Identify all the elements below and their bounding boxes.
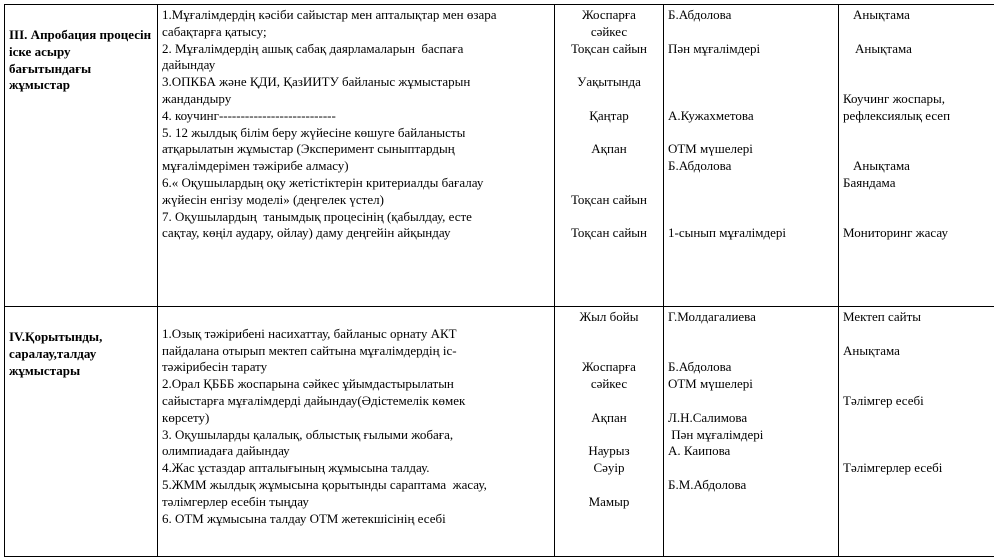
date-line [559, 158, 659, 175]
task-line: 1.Озық тәжірибені насихаттау, байланыс орнату АКТ [162, 325, 457, 341]
task-line [162, 309, 550, 326]
table-row [5, 5, 994, 307]
responsible-line [668, 24, 834, 41]
date-line: Тоқсан сайын [570, 40, 648, 56]
section-title: III. Апробация процесін іске асыру бағытындағы жұмыстар [9, 27, 152, 93]
responsible-cell [664, 5, 839, 307]
result-line [843, 141, 994, 158]
responsible-line: ОТМ мүшелері [668, 376, 753, 392]
result-line: Мектеп сайты [843, 309, 922, 324]
task-line: 3. Оқушыларды қалалық, облыстық ғылыми жобаға, [162, 426, 454, 442]
task-line: жүйесін енгізу моделі» (деңгелек үстел) [162, 191, 384, 207]
date-line: Тоқсан сайын [570, 191, 648, 207]
date-line: Ақпан [591, 409, 627, 425]
date-line [559, 427, 659, 444]
result-cell [839, 5, 994, 307]
date-line: сәйкес [590, 23, 628, 39]
task-line: сақтау, көңіл аудару, ойлау) даму деңгейін айқындау [162, 225, 451, 241]
result-line [843, 209, 994, 226]
tasks-cell [158, 5, 555, 307]
date-line [559, 125, 659, 142]
task-line: олимпиадаға дайындау [162, 443, 290, 459]
responsible-line [668, 460, 834, 477]
result-cell [839, 307, 994, 557]
result-line [843, 57, 994, 74]
result-line [843, 443, 994, 460]
result-line [843, 125, 994, 142]
task-line: көрсету) [162, 409, 210, 425]
result-line: Тәлімгер есебі [843, 392, 924, 408]
result-line: Анықтама [843, 342, 900, 358]
task-line: 5. 12 жылдық білім беру жүйесіне көшуге байланысты [162, 124, 466, 140]
responsible-line: А.Кужахметова [668, 107, 754, 123]
result-line [843, 192, 994, 209]
task-line: жандандыру [162, 90, 232, 106]
responsible-line [668, 209, 834, 226]
date-line: Сәуір [593, 460, 625, 476]
result-line [843, 410, 994, 427]
responsible-line: Пән мұғалімдері [668, 426, 764, 442]
date-line: Мамыр [588, 493, 630, 509]
result-line: Баяндама [843, 174, 896, 190]
date-line: Уақытында [577, 74, 641, 90]
responsible-line: Л.Н.Салимова [668, 409, 748, 425]
task-line: атқарылатын жұмыстар (Эксперимент сыныптардың [162, 141, 455, 157]
responsible-line [668, 343, 834, 360]
result-line: Коучинг жоспары, [843, 90, 946, 106]
date-line [559, 175, 659, 192]
date-line [559, 209, 659, 226]
task-line: дайындау [162, 57, 216, 73]
responsible-line: Б.Абдолова [668, 7, 732, 22]
task-line: 5.ЖММ жылдық жұмысына қорытынды сараптама жасау, [162, 476, 487, 492]
date-line [559, 477, 659, 494]
date-line: Қаңтар [589, 107, 629, 123]
result-line [843, 376, 994, 393]
date-line: Жоспарға [582, 7, 636, 22]
task-line: тәлімгерлер есебін тыңдау [162, 493, 309, 509]
result-line: Анықтама [855, 40, 912, 56]
result-line: Анықтама [853, 7, 910, 22]
result-line [843, 74, 994, 91]
responsible-line [668, 393, 834, 410]
section-title: IV.Қорытынды, саралау,талдау жұмыстары [9, 329, 103, 378]
date-line [559, 326, 659, 343]
responsible-line: ОТМ мүшелері [668, 141, 753, 157]
result-line [843, 326, 994, 343]
responsible-line: Б.М.Абдолова [668, 476, 747, 492]
responsible-cell [664, 307, 839, 557]
responsible-line: А. Каипова [668, 443, 731, 459]
result-line: Мониторинг жасау [843, 225, 948, 241]
task-line: 1.Мұғалімдердің кәсіби сайыстар мен апталықтар мен өзара [162, 7, 497, 22]
dates-cell [555, 5, 664, 307]
task-line: тәжірибесін тарату [162, 359, 268, 375]
dates-cell [555, 307, 664, 557]
task-line: пайдалана отырып мектеп сайтына мұғалімдердің іс- [162, 342, 457, 358]
task-line: 2. Мұғалімдердің ашық сабақ даярламаларын баспаға [162, 40, 464, 56]
responsible-line: Б.Абдолова [668, 359, 732, 375]
task-line: 4.Жас ұстаздар апталығының жұмысына талдау. [162, 460, 430, 476]
result-line [843, 24, 994, 41]
responsible-line: 1-сынып мұғалімдері [668, 225, 786, 241]
responsible-line: Б.Абдолова [668, 158, 732, 174]
date-line [559, 393, 659, 410]
responsible-line [668, 125, 834, 142]
responsible-line: Пән мұғалімдері [668, 40, 761, 56]
date-line: Жоспарға [582, 359, 636, 375]
result-line [843, 359, 994, 376]
task-line: сабақтарға қатысу; [162, 23, 267, 39]
task-line: 6. ОТМ жұмысына талдау ОТМ жетекшісінің есебі [162, 510, 446, 526]
date-line: Ақпан [591, 141, 627, 157]
date-line: Тоқсан сайын [570, 225, 648, 241]
task-line: сайыстарға мұғалімдерді дайындау(Әдістемелік көмек [162, 392, 466, 408]
task-line: 7. Оқушылардың танымдық процесінің (қабылдау, есте [162, 208, 472, 224]
date-line [559, 57, 659, 74]
task-line: мұғалімдерімен тәжірибе алмасу) [162, 158, 349, 174]
responsible-line [668, 175, 834, 192]
result-line: рефлексиялық есеп [843, 107, 951, 123]
result-line [843, 427, 994, 444]
responsible-line [668, 74, 834, 91]
responsible-line [668, 91, 834, 108]
task-line: 4. коучинг--------------------------- [162, 107, 336, 123]
work-plan-table [4, 4, 994, 557]
date-line [559, 343, 659, 360]
date-line: Наурыз [588, 443, 630, 459]
responsible-line [668, 57, 834, 74]
table-row [5, 307, 994, 557]
tasks-cell [158, 307, 555, 557]
result-line: Тәлімгерлер есебі [843, 460, 943, 476]
responsible-line [668, 326, 834, 343]
date-line [559, 91, 659, 108]
task-line: 6.« Оқушылардың оқу жетістіктерін критериалды бағалау [162, 174, 484, 190]
task-line: 2.Орал ҚБББ жоспарына сәйкес ұйымдастырылатын [162, 376, 454, 392]
section-cell [5, 5, 158, 307]
responsible-line [668, 192, 834, 209]
responsible-line: Г.Молдагалиева [668, 309, 756, 324]
section-cell [5, 307, 158, 557]
date-line: сәйкес [590, 376, 628, 392]
result-line: Анықтама [853, 158, 910, 174]
task-line: 3.ОПКБА және ҚДИ, ҚазИИТУ байланыс жұмыстарын [162, 74, 471, 90]
date-line: Жыл бойы [579, 309, 639, 324]
